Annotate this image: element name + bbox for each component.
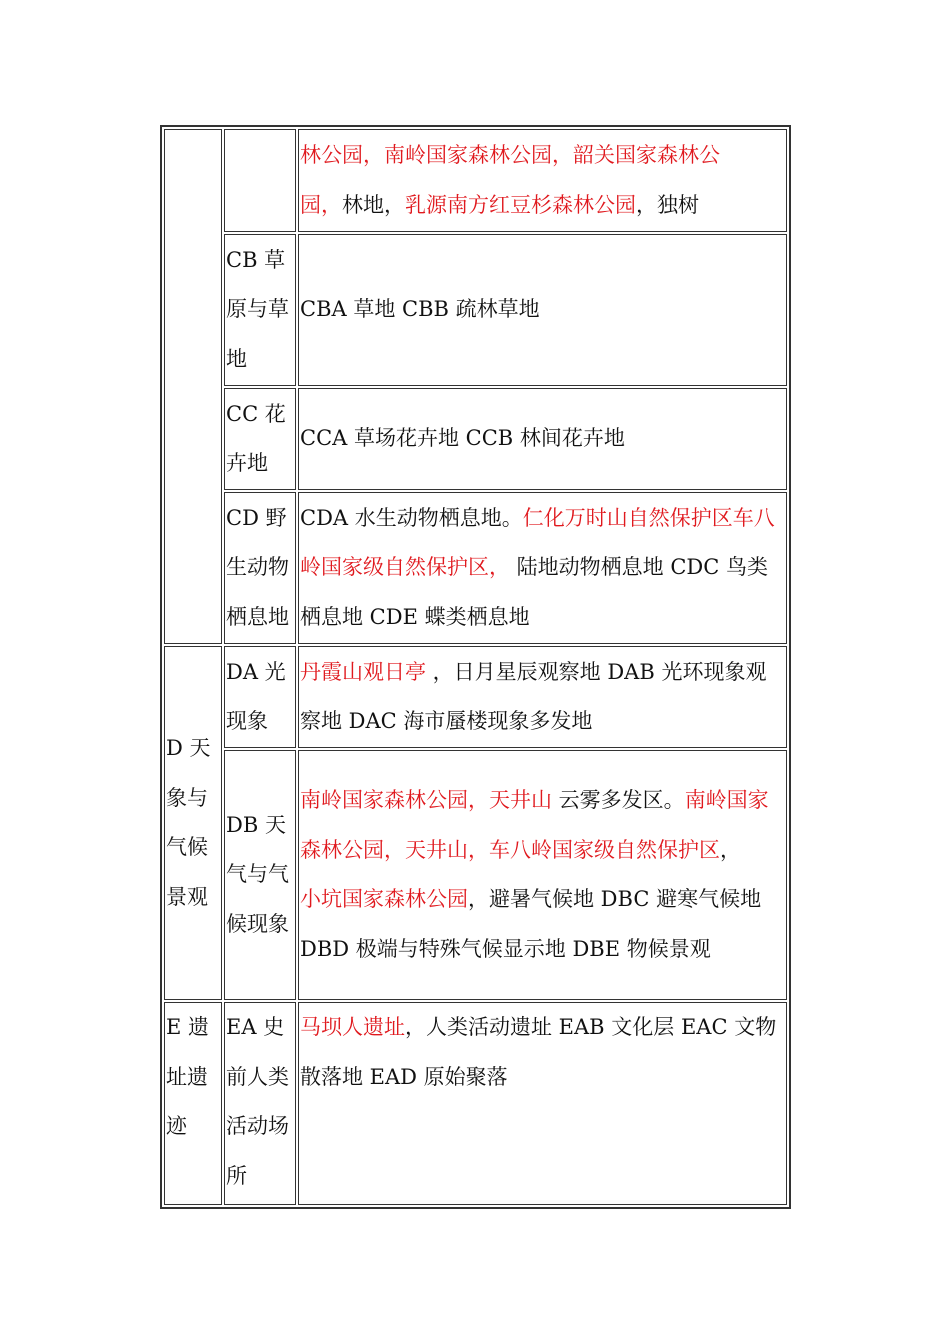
sub-category-cell: DB 天气与气候现象 bbox=[224, 750, 296, 1000]
table-row bbox=[164, 388, 787, 490]
red-text: 小坑国家森林公园 bbox=[300, 887, 468, 911]
description-cell bbox=[298, 129, 787, 232]
description-cell: CBA 草地 CBB 疏林草地 bbox=[298, 234, 787, 386]
red-text: 马坝人遗址 bbox=[300, 1015, 405, 1039]
classification-table bbox=[160, 125, 791, 1209]
table-row bbox=[164, 492, 787, 644]
description-cell bbox=[298, 492, 787, 644]
plain-text: ，独树 bbox=[636, 192, 699, 217]
plain-text: 云雾多发区。 bbox=[552, 788, 685, 812]
sub-category-cell: CB 草原与草地 bbox=[224, 234, 296, 386]
plain-text: 陆地动物栖息地 CDC 鸟类栖息地 CDE 蝶类栖息地 bbox=[300, 555, 768, 629]
sub-category-cell: CC 花卉地 bbox=[224, 388, 296, 490]
plain-text: CDA 水生动物栖息地。 bbox=[300, 505, 523, 530]
red-text: 园， bbox=[300, 192, 342, 217]
table-row bbox=[164, 129, 787, 232]
description-cell: CCA 草场花卉地 CCB 林间花卉地 bbox=[298, 388, 787, 490]
description-cell bbox=[298, 750, 787, 1000]
plain-text: ， bbox=[720, 837, 741, 862]
sub-category-cell bbox=[224, 129, 296, 232]
plain-text: ，人类活动遗址 EAB 文化层 EAC 文物散落地 EAD 原始聚落 bbox=[300, 1015, 777, 1089]
plain-text: ，避暑气候地 DBC 避寒气候地 DBD 极端与特殊气候显示地 DBE 物候景观 bbox=[300, 887, 762, 961]
red-text: 仁化万时山自然保护区车八岭国家级自然保护区， bbox=[300, 505, 775, 580]
table-row bbox=[164, 1002, 787, 1205]
red-text: 林公园，南岭国家森林公园，韶关国家森林公 bbox=[300, 143, 720, 167]
red-text: 乳源南方红豆杉森林公园 bbox=[405, 192, 636, 217]
main-category-cell-c bbox=[164, 129, 222, 644]
table-row bbox=[164, 750, 787, 1000]
description-cell bbox=[298, 646, 787, 748]
red-text: 丹霞山观日亭 bbox=[300, 659, 426, 684]
main-category-cell: D 天象与气候景观 bbox=[164, 646, 222, 1000]
plain-text: ，日月星辰观察地 DAB 光环现象观察地 DAC 海市蜃楼现象多发地 bbox=[300, 659, 767, 733]
red-text: 南岭国家森林公园，天井山，车八岭国家级自然保护区 bbox=[300, 788, 769, 862]
sub-category-cell: CD 野生动物栖息地 bbox=[224, 492, 296, 644]
table-row bbox=[164, 646, 787, 748]
table-row bbox=[164, 234, 787, 386]
sub-category-cell: DA 光现象 bbox=[224, 646, 296, 748]
main-category-cell: E 遗址遗迹 bbox=[164, 1002, 222, 1205]
description-cell bbox=[298, 1002, 787, 1205]
sub-category-cell: EA 史前人类活动场所 bbox=[224, 1002, 296, 1205]
plain-text: 林地， bbox=[342, 192, 405, 217]
red-text: 南岭国家森林公园，天井山 bbox=[300, 788, 552, 812]
